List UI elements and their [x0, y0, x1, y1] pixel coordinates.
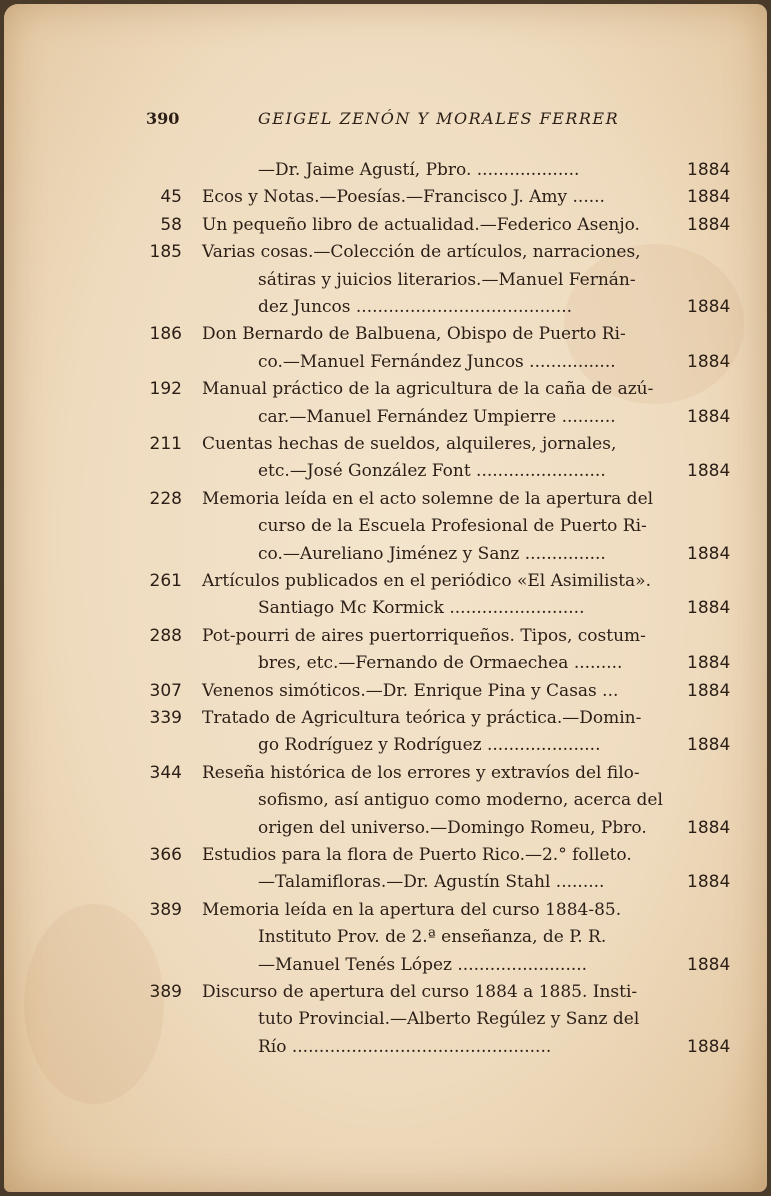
entry-title-line: Memoria leída en el acto solemne de la apertura del: [202, 488, 654, 509]
entry-number: 389: [149, 899, 182, 920]
entry-title-line: Ecos y Notas.—Poesías.—Francisco J. Amy ......: [202, 187, 605, 208]
entry-year: 1884: [687, 735, 731, 756]
entry-continuation-line: car.—Manuel Fernández Umpierre ..........: [258, 406, 616, 427]
entry-continuation-line: Río ................................................: [258, 1036, 552, 1057]
running-title: GEIGEL ZENÓN Y MORALES FERRER: [258, 109, 620, 128]
entry-number: 389: [149, 982, 182, 1002]
entry-year: 1884: [687, 598, 731, 619]
entry-continuation-line: bres, etc.—Fernando de Ormaechea .........: [258, 653, 623, 674]
entry-number: 366: [149, 845, 182, 865]
entry-continuation-line: origen del universo.—Domingo Romeu, Pbro.: [258, 817, 647, 838]
entry-year: 1884: [687, 351, 731, 372]
entry-number: 344: [149, 762, 182, 783]
paper-stain: [24, 904, 164, 1104]
entry-title-line: Pot-pourri de aires puertorriqueños. Tipos, costum-: [202, 625, 646, 646]
entry-continuation-line: Instituto Prov. de 2.ª enseñanza, de P. R.: [258, 927, 607, 948]
entry-continuation-line: tuto Provincial.—Alberto Regúlez y Sanz del: [258, 1009, 640, 1030]
entry-number: 228: [149, 488, 182, 509]
entry-number: 58: [160, 214, 182, 235]
entry-continuation-line: co.—Manuel Fernández Juncos ................: [258, 351, 616, 372]
entry-title-line: Artículos publicados en el periódico «El Asimilista».: [202, 571, 651, 591]
entry-continuation-line: co.—Aureliano Jiménez y Sanz ...............: [258, 543, 606, 564]
entry-year: 1884: [687, 214, 731, 235]
entry-continuation-line: etc.—José González Font ........................: [258, 461, 606, 482]
entry-continuation-line: curso de la Escuela Profesional de Puerto Ri-: [258, 516, 647, 537]
entry-year: 1884: [687, 680, 731, 701]
entry-title-line: Manual práctico de la agricultura de la caña de azú-: [202, 379, 654, 400]
entry-number: 261: [149, 571, 182, 591]
entry-title-line: Memoria leída en la apertura del curso 1884-85.: [202, 899, 622, 920]
entry-title-line: Tratado de Agricultura teórica y práctica.—Domin-: [202, 708, 642, 728]
entry-continuation-line: dez Juncos ........................................: [258, 297, 573, 317]
entry-number: 307: [149, 680, 182, 701]
entry-continuation-line: go Rodríguez y Rodríguez .....................: [258, 735, 601, 756]
book-page: [4, 4, 767, 1192]
entry-continuation-line: sátiras y juicios literarios.—Manuel Fernán-: [258, 269, 636, 290]
page-number: 390: [146, 109, 180, 128]
entry-number: 192: [149, 379, 182, 400]
entry-year: 1884: [687, 872, 731, 893]
entry-number: 45: [160, 187, 182, 208]
entry-year: 1884: [687, 406, 731, 427]
entry-year: 1884: [687, 461, 731, 482]
entry-title-line: Reseña histórica de los errores y extravíos del filo-: [202, 762, 640, 783]
entry-year: 1884: [687, 187, 731, 208]
entry-year: 1884: [687, 1036, 731, 1057]
entry-year: 1884: [687, 543, 731, 564]
entry-year: 1884: [687, 817, 731, 838]
entry-number: 186: [149, 324, 182, 345]
page-header: [4, 109, 767, 135]
entry-continuation-line: —Manuel Tenés López ........................: [258, 954, 588, 975]
entry-title-line: Estudios para la flora de Puerto Rico.—2.° folleto.: [202, 845, 632, 865]
entry-year: 1884: [687, 653, 731, 674]
entry-number: 211: [149, 434, 182, 454]
entry-number: 185: [149, 242, 182, 263]
entry-title-line: Varias cosas.—Colección de artículos, narraciones,: [202, 242, 641, 263]
entry-number: 288: [149, 625, 182, 646]
entry-year: 1884: [687, 954, 731, 975]
entry-title-line: Cuentas hechas de sueldos, alquileres, jornales,: [202, 434, 617, 454]
entry-continuation-line: Santiago Mc Kormick .........................: [258, 598, 585, 619]
entry-year: 1884: [687, 297, 731, 317]
entry-title-line: Discurso de apertura del curso 1884 a 1885. Insti-: [202, 982, 638, 1002]
entry-title-line: —Dr. Jaime Agustí, Pbro. ...................: [258, 160, 580, 180]
entry-continuation-line: sofismo, así antiguo como moderno, acerca del: [258, 790, 663, 811]
entry-continuation-line: —Talamifloras.—Dr. Agustín Stahl .........: [258, 872, 605, 893]
entry-title-line: Venenos simóticos.—Dr. Enrique Pina y Casas ...: [202, 680, 619, 701]
entry-title-line: Un pequeño libro de actualidad.—Federico Asenjo.: [202, 214, 640, 235]
entry-year: 1884: [687, 160, 731, 180]
entry-number: 339: [149, 708, 182, 728]
entry-title-line: Don Bernardo de Balbuena, Obispo de Puerto Ri-: [202, 324, 626, 345]
